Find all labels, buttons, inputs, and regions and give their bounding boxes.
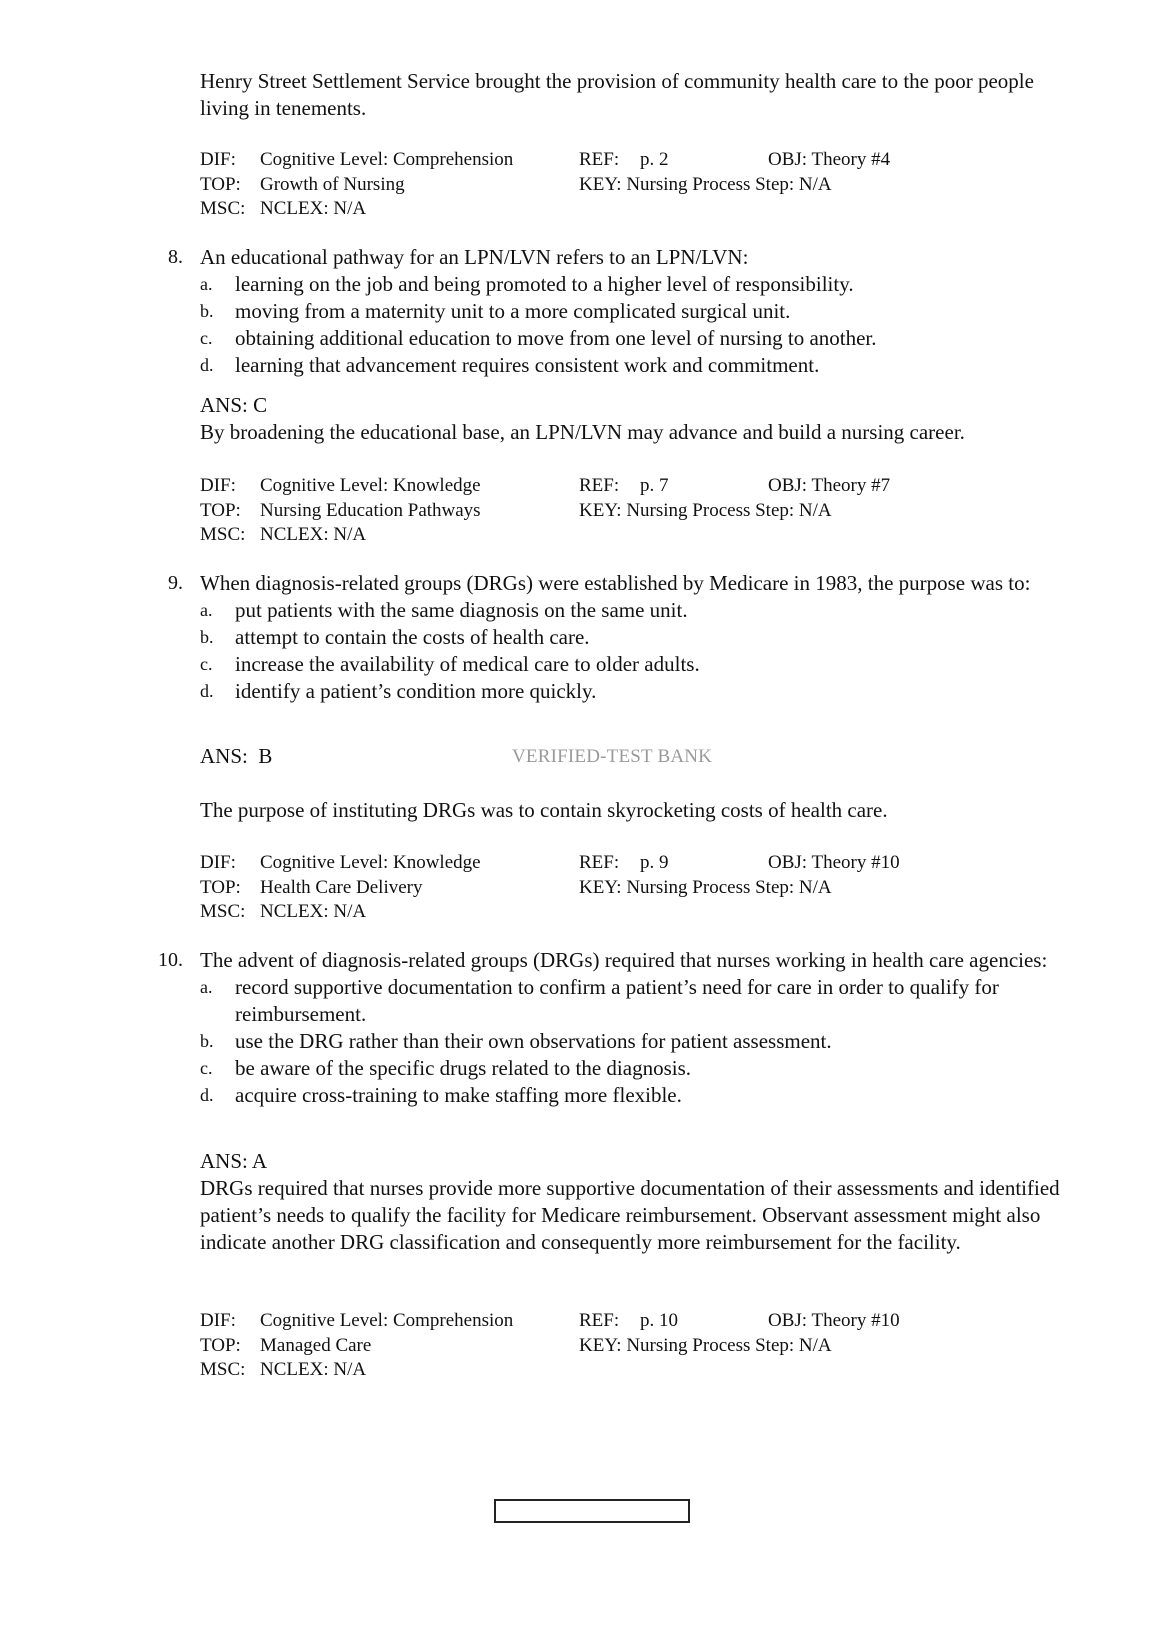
- question-meta: [200, 1309, 1060, 1383]
- option-text: learning that advancement requires consistent work and commitment.: [235, 353, 820, 377]
- msc-value: NCLEX: N/A: [260, 901, 367, 922]
- option-text: acquire cross-training to make staffing more flexible.: [235, 1083, 682, 1107]
- option-a: [200, 597, 1060, 624]
- meta-row-top: [200, 876, 1060, 901]
- key-value: KEY: Nursing Process Step: N/A: [579, 876, 832, 898]
- option-text: attempt to contain the costs of health care.: [235, 625, 590, 649]
- obj-value: OBJ: Theory #10: [768, 1310, 900, 1331]
- obj-value: OBJ: Theory #10: [768, 852, 900, 873]
- obj-value: OBJ: Theory #4: [768, 149, 891, 170]
- dif-label: DIF:: [200, 1310, 236, 1331]
- question-stem: An educational pathway for an LPN/LVN refers to an LPN/LVN:: [200, 245, 749, 269]
- answer-line: ANS: B: [200, 744, 273, 768]
- option-text: moving from a maternity unit to a more complicated surgical unit.: [235, 299, 791, 323]
- option-text: obtaining additional education to move from one level of nursing to another.: [235, 326, 877, 350]
- meta-row-msc: [200, 523, 1060, 548]
- question-stem: When diagnosis-related groups (DRGs) were established by Medicare in 1983, the purpose was to:: [200, 571, 1031, 595]
- top-label: TOP:: [200, 1334, 241, 1356]
- intro-rationale: Henry Street Settlement Service brought the provision of community health care to the poor people living in tenements.: [200, 69, 1034, 120]
- key-value: KEY: Nursing Process Step: N/A: [579, 499, 832, 521]
- option-letter: d.: [200, 681, 214, 701]
- option-text: learning on the job and being promoted to a higher level of responsibility.: [235, 272, 854, 296]
- question-number: 10.: [158, 949, 183, 971]
- ref-value: p. 2: [640, 149, 669, 170]
- option-letter: a.: [200, 274, 213, 294]
- option-text: increase the availability of medical care to older adults.: [235, 652, 700, 676]
- ref-label: REF:: [579, 475, 620, 496]
- key-value: KEY: Nursing Process Step: N/A: [579, 1334, 832, 1356]
- obj-value: OBJ: Theory #7: [768, 475, 891, 496]
- dif-value: Cognitive Level: Knowledge: [260, 475, 481, 496]
- dif-label: DIF:: [200, 852, 236, 873]
- meta-row-msc: [200, 1358, 1060, 1383]
- top-value: Growth of Nursing: [260, 173, 405, 195]
- option-letter: b.: [200, 301, 214, 321]
- msc-label: MSC:: [200, 198, 246, 219]
- top-label: TOP:: [200, 173, 241, 195]
- question-meta: [200, 851, 1060, 925]
- top-label: TOP:: [200, 876, 241, 898]
- option-letter: a.: [200, 600, 213, 620]
- meta-row-msc: [200, 197, 1060, 222]
- option-d: [200, 1082, 1060, 1109]
- option-b: [200, 1028, 1060, 1055]
- option-letter: a.: [200, 977, 213, 997]
- meta-row-msc: [200, 900, 1060, 925]
- question-9: [200, 570, 1060, 705]
- answer-line: ANS: A: [200, 1149, 268, 1173]
- msc-label: MSC:: [200, 524, 246, 545]
- option-text: use the DRG rather than their own observations for patient assessment.: [235, 1029, 832, 1053]
- msc-label: MSC:: [200, 1359, 246, 1380]
- ref-value: p. 10: [640, 1310, 678, 1331]
- dif-label: DIF:: [200, 149, 236, 170]
- msc-value: NCLEX: N/A: [260, 1359, 367, 1380]
- ref-value: p. 7: [640, 475, 669, 496]
- watermark-text: VERIFIED-TEST BANK: [512, 746, 713, 767]
- option-a: [200, 974, 1060, 1028]
- top-label: TOP:: [200, 499, 241, 521]
- ref-label: REF:: [579, 852, 620, 873]
- rationale: DRGs required that nurses provide more supportive documentation of their assessments and identified patient’s needs to qualify the facility for Medicare reimbursement. Observant assessment might also indicate another DRG classification and consequently more reimbursement for the facility.: [200, 1176, 1060, 1254]
- option-c: [200, 325, 1060, 352]
- option-letter: b.: [200, 1031, 214, 1051]
- question-number: 9.: [168, 572, 183, 594]
- msc-label: MSC:: [200, 901, 246, 922]
- question-meta: [200, 474, 1060, 548]
- option-d: [200, 678, 1060, 705]
- intro-meta: [200, 148, 1060, 222]
- meta-row-top: [200, 173, 1060, 198]
- meta-row-dif: [200, 1309, 1060, 1334]
- dif-label: DIF:: [200, 475, 236, 496]
- option-c: [200, 1055, 1060, 1082]
- question-10: [200, 947, 1060, 1109]
- option-d: [200, 352, 1060, 379]
- question-number: 8.: [168, 246, 183, 268]
- meta-row-dif: [200, 148, 1060, 173]
- option-text: identify a patient’s condition more quickly.: [235, 679, 597, 703]
- msc-value: NCLEX: N/A: [260, 198, 367, 219]
- top-value: Health Care Delivery: [260, 876, 423, 898]
- dif-value: Cognitive Level: Comprehension: [260, 149, 514, 170]
- dif-value: Cognitive Level: Knowledge: [260, 852, 481, 873]
- dif-value: Cognitive Level: Comprehension: [260, 1310, 514, 1331]
- rationale: The purpose of instituting DRGs was to contain skyrocketing costs of health care.: [200, 798, 888, 822]
- option-text: record supportive documentation to confirm a patient’s need for care in order to qualify for reimbursement.: [235, 975, 999, 1026]
- rationale: By broadening the educational base, an LPN/LVN may advance and build a nursing career.: [200, 420, 965, 444]
- question-stem: The advent of diagnosis-related groups (DRGs) required that nurses working in health care agencies:: [200, 948, 1048, 972]
- ref-value: p. 9: [640, 852, 669, 873]
- msc-value: NCLEX: N/A: [260, 524, 367, 545]
- meta-row-top: [200, 1334, 1060, 1359]
- ref-label: REF:: [579, 149, 620, 170]
- option-text: be aware of the specific drugs related to the diagnosis.: [235, 1056, 692, 1080]
- option-letter: b.: [200, 627, 214, 647]
- option-letter: c.: [200, 1058, 213, 1078]
- meta-row-top: [200, 499, 1060, 524]
- key-value: KEY: Nursing Process Step: N/A: [579, 173, 832, 195]
- option-letter: c.: [200, 328, 213, 348]
- answer-line: ANS: C: [200, 393, 268, 417]
- ref-label: REF:: [579, 1310, 620, 1331]
- option-letter: d.: [200, 1085, 214, 1105]
- top-value: Managed Care: [260, 1334, 372, 1356]
- footer-box: [494, 1499, 690, 1523]
- option-letter: c.: [200, 654, 213, 674]
- option-c: [200, 651, 1060, 678]
- meta-row-dif: [200, 474, 1060, 499]
- option-letter: d.: [200, 355, 214, 375]
- option-a: [200, 271, 1060, 298]
- option-b: [200, 624, 1060, 651]
- meta-row-dif: [200, 851, 1060, 876]
- question-8: [200, 244, 1060, 379]
- option-text: put patients with the same diagnosis on the same unit.: [235, 598, 688, 622]
- option-b: [200, 298, 1060, 325]
- top-value: Nursing Education Pathways: [260, 499, 481, 521]
